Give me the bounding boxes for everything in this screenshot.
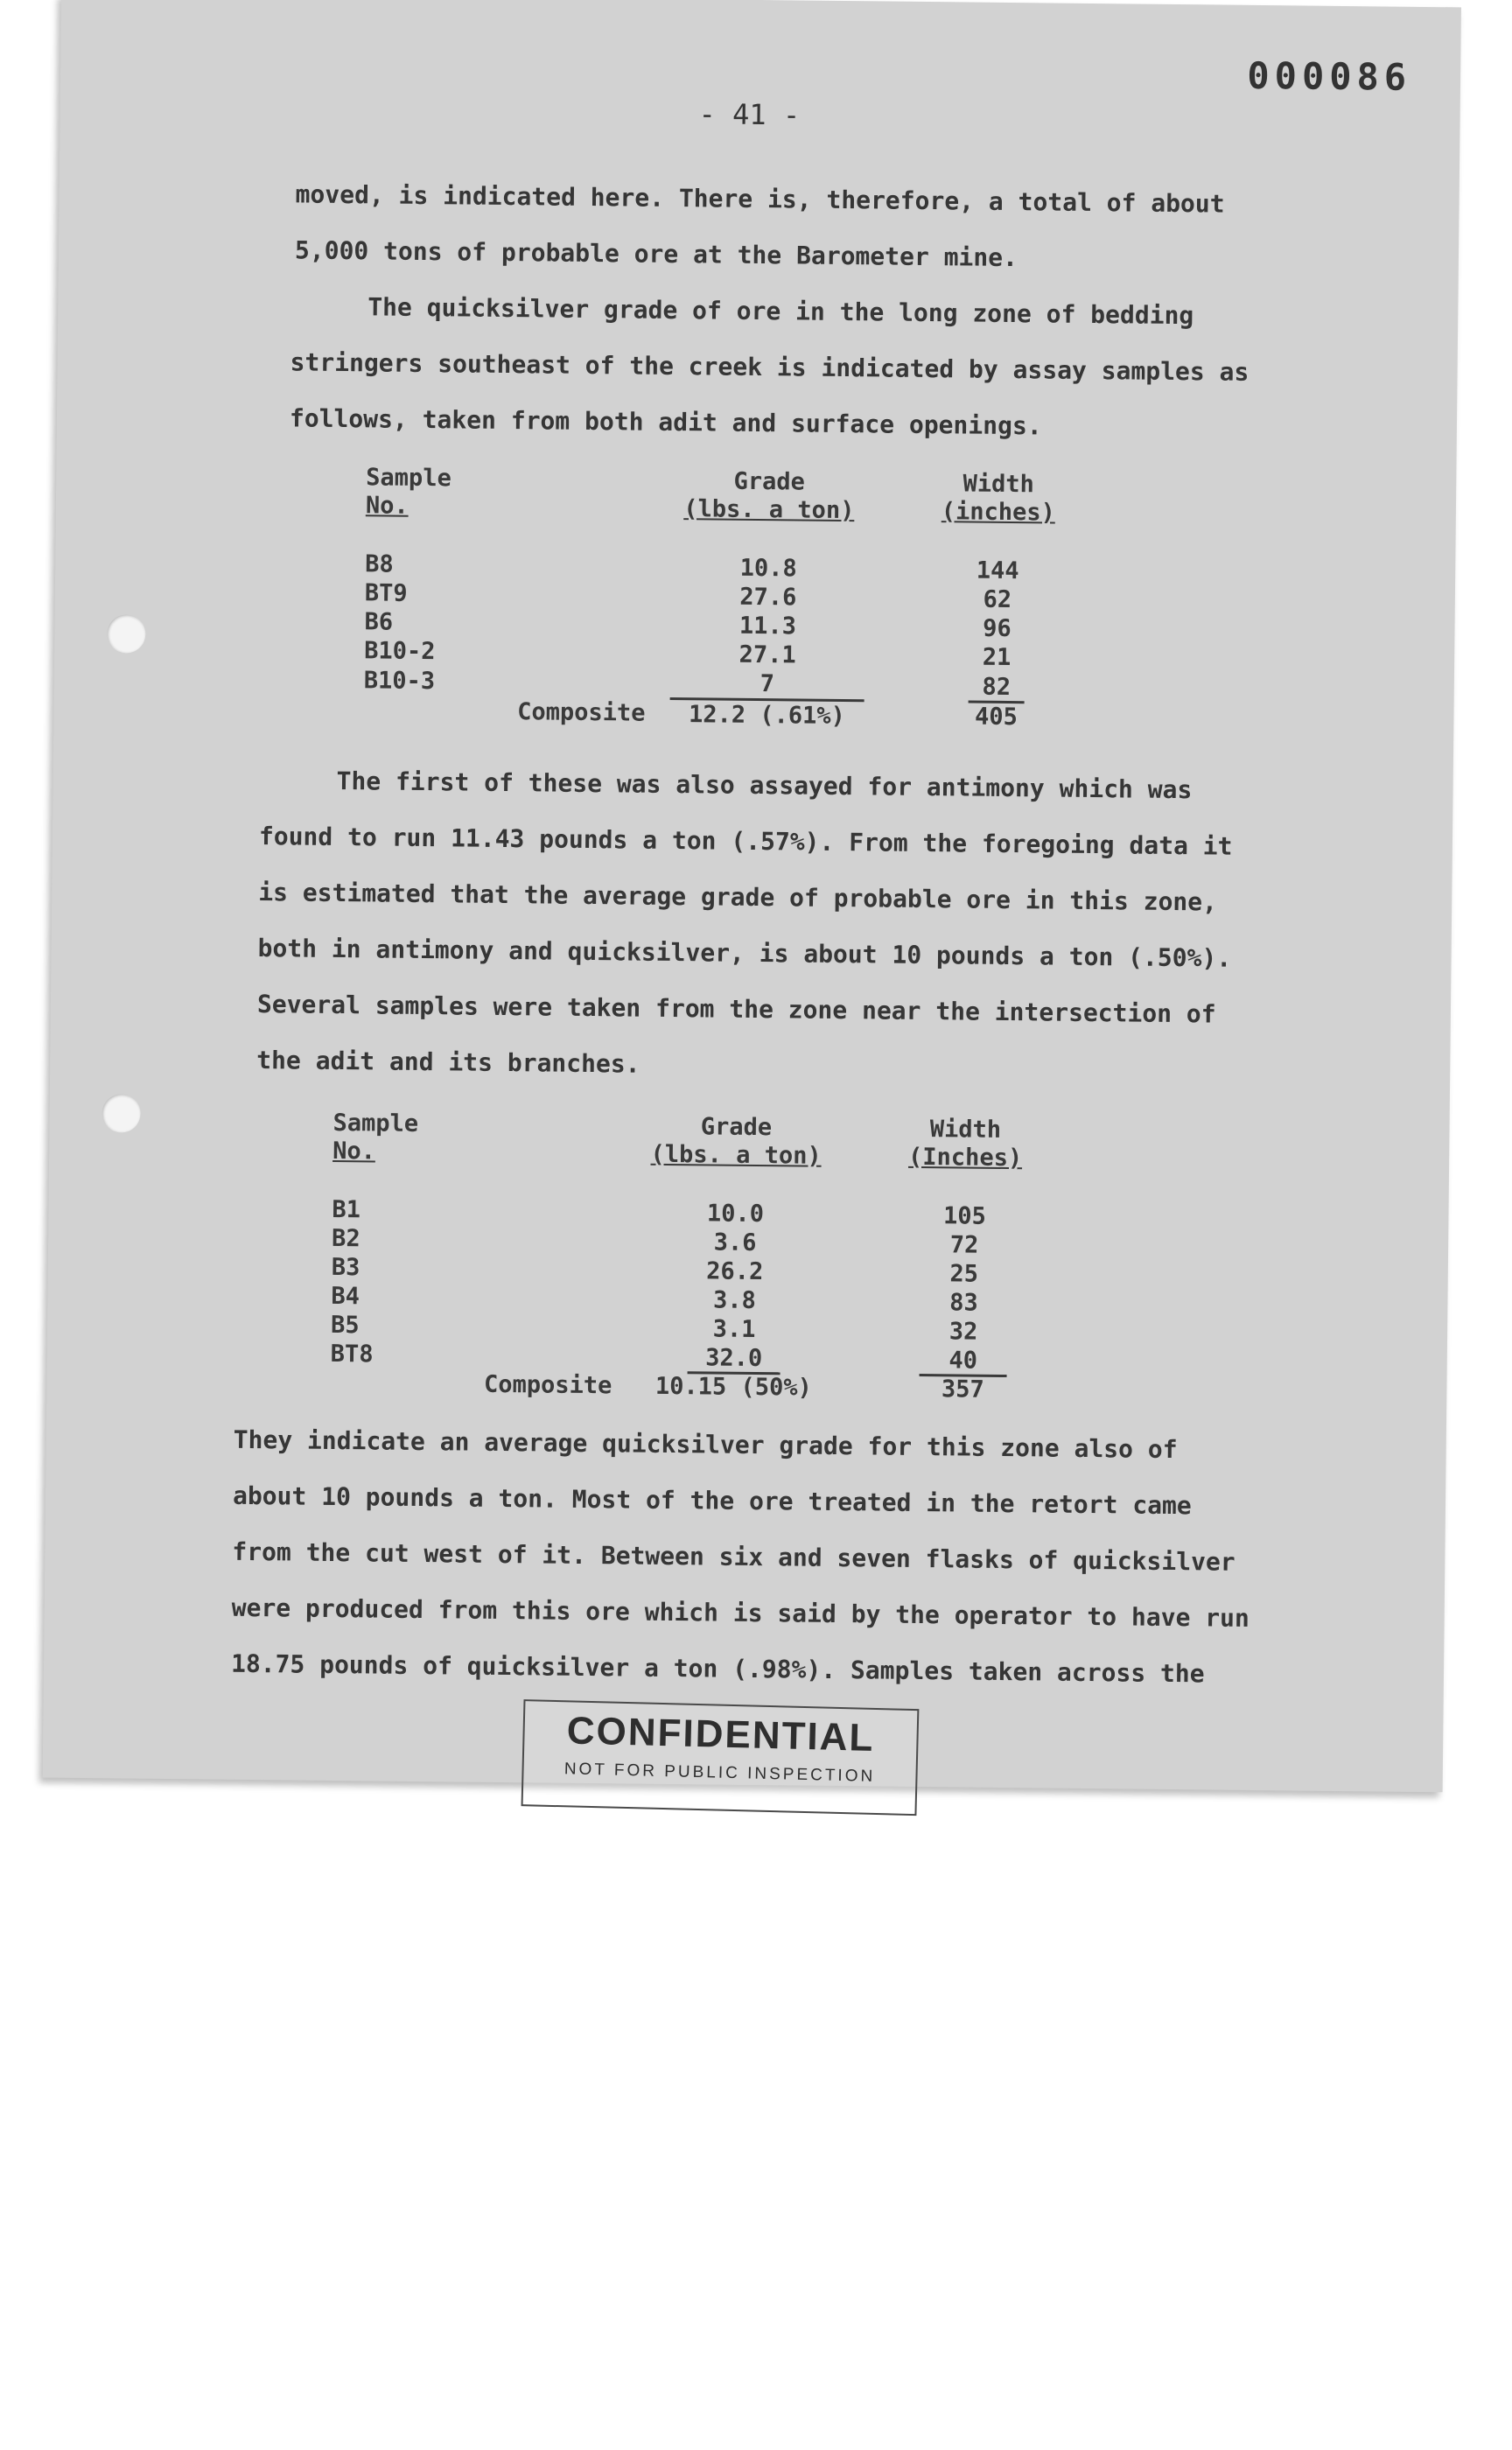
grade-cell: 11.3 [738,612,797,640]
width-cell: 96 [983,614,1012,643]
grade-cell: 7 [670,668,864,701]
sample-cell: B6 [364,608,394,636]
sample-cell: B10-2 [364,637,436,666]
sample-cell: BT8 [330,1340,374,1368]
sample-cell: B4 [331,1282,360,1311]
width-cell: 144 [976,556,1019,585]
text-line: 18.75 pounds of quicksilver a ton (.98%). Samples taken across the [230,1648,1205,1689]
width-cell: 40 [919,1347,1007,1377]
composite-grade: 12.2 (.61%) [688,701,846,731]
grade-cell: 32.0 [688,1344,780,1375]
header-label: Width [962,470,1035,499]
paragraph-4 [231,1412,1251,1703]
header-label: Sample [332,1109,419,1138]
grade-cell: 10.0 [706,1200,765,1228]
text-line: were produced from this ore which is said by the operator to have run [231,1592,1250,1633]
width-cell: 72 [949,1231,979,1259]
grade-cell: 10.8 [739,554,797,583]
grade-cell: 3.6 [713,1228,757,1257]
width-cell: 62 [983,585,1012,614]
header-grade [671,466,866,555]
header-sample [312,1109,466,1197]
paragraph-3 [256,752,1234,1099]
composite-label: Composite [483,1370,612,1400]
header-width [865,468,1130,557]
text-line: is estimated that the average grade of probable ore in this zone, [258,878,1218,917]
width-cell: 82 [968,673,1025,704]
width-cell: 83 [948,1289,978,1317]
text-line: They indicate an average quicksilver grade for this zone also of [233,1424,1178,1465]
header-label: Width [929,1116,1002,1144]
header-label: No. [365,492,409,520]
width-cell: 21 [982,643,1012,672]
text-line: moved, is indicated here. There is, therefore, a total of about [295,179,1225,219]
header-label: Grade [700,1113,773,1142]
sample-cell: B8 [365,550,394,578]
page-number: - 41 - [698,97,801,132]
header-label: Sample [366,464,452,493]
header-label: Grade [733,467,806,496]
stamp-title: CONFIDENTIAL [566,1709,875,1760]
text-line: The quicksilver grade of ore in the long zone of bedding [368,292,1194,331]
sample-cell: B2 [331,1224,360,1253]
paragraph-2 [290,278,1250,456]
composite-width: 357 [941,1376,984,1404]
text-line: found to run 11.43 pounds a ton (.57%). From the foregoing data it [258,822,1233,861]
sample-cell: B5 [330,1311,360,1340]
sample-cell: B1 [332,1195,361,1224]
assay-table-2 [309,1109,1097,1405]
width-cell: 25 [949,1260,979,1288]
grade-cell: 26.2 [706,1257,764,1286]
composite-label: Composite [516,698,646,727]
text-line: 5,000 tons of probable ore at the Barometer mine. [294,235,1018,273]
width-cell: 32 [948,1318,978,1346]
text-line: stringers southeast of the creek is indicated by assay samples as [290,347,1250,387]
header-label: (lbs. a ton) [650,1140,822,1170]
stamp-subtitle: NOT FOR PUBLIC INSPECTION [564,1760,876,1786]
text-line: from the cut west of it. Between six and seven flasks of quicksilver [232,1536,1236,1577]
assay-table-1 [342,463,1130,733]
header-label: (inches) [941,498,1056,527]
grade-cell: 3.1 [712,1315,756,1344]
document-page [43,0,1461,1792]
grade-cell: 27.6 [739,583,797,612]
text-line: about 10 pounds a ton. Most of the ore treated in the retort came [232,1480,1192,1521]
punch-hole [107,614,145,653]
punch-hole [102,1094,140,1132]
text-line: both in antimony and quicksilver, is about 10 pounds a ton (.50%). [257,934,1232,973]
header-label: (lbs. a ton) [683,495,855,525]
composite-grade: 10.15 (50%) [654,1372,812,1402]
grade-cell: 27.1 [738,640,796,669]
header-label: (Inches) [907,1143,1023,1172]
confidential-stamp [522,1699,920,1816]
text-line: the adit and its branches. [256,1046,640,1079]
sample-cell: BT9 [364,579,408,607]
header-sample [344,463,498,551]
grade-cell: 3.8 [712,1286,756,1315]
text-line: Several samples were taken from the zone near the intersection of [256,990,1216,1029]
paragraph-1 [295,166,1225,288]
composite-width: 405 [974,703,1018,732]
text-line: The first of these was also assayed for antimony which was [336,766,1193,805]
text-line: follows, taken from both adit and surface openings. [289,403,1042,441]
header-width [833,1114,1098,1203]
width-cell: 105 [942,1202,987,1230]
header-grade [639,1112,834,1200]
header-label: No. [332,1137,376,1166]
document-number: 000086 [1247,53,1412,99]
sample-cell: B10-3 [363,667,436,695]
sample-cell: B3 [331,1253,360,1282]
